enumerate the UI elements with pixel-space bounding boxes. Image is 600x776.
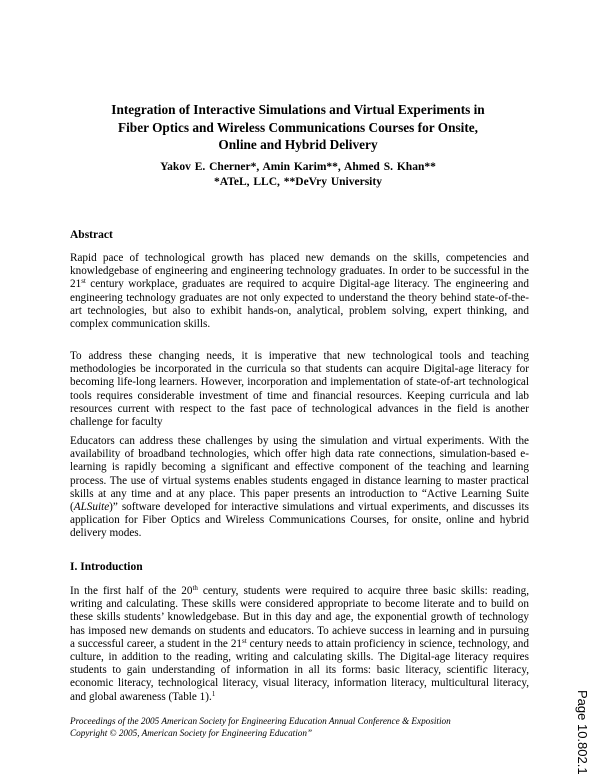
abstract-heading: Abstract (70, 229, 113, 241)
page-footer (70, 716, 451, 739)
author-affiliations: *ATeL, LLC, **DeVry University (214, 176, 382, 188)
paper-title (70, 101, 526, 154)
abstract-paragraph-2: To address these changing needs, it is imperative that new technological tools and teaching methodologies be incorporated in the curricula so that students can acquire Digital-age literacy for becoming life-long learners. However, incorporation and implementation of state-of-art technological tools requires considerable investment of time and financial resources. Keeping curricula and lab resources current with respect to the fast pace of technological advances in the field is another challenge for faculty (70, 350, 529, 429)
abstract-paragraph-1: Rapid pace of technological growth has placed new demands on the skills, competencies and knowledgebase of engineering and engineering technology graduates. In order to be successful in the 21st century workplace, graduates are required to acquire Digital-age literacy. The engineering and engineering technology graduates are not only expected to understand the theory behind state-of-the-art technologies, but also to exhibit hands-on, analytical, problem solving, expert thinking, and complex communication skills. (70, 252, 529, 331)
introduction-heading: I. Introduction (70, 561, 143, 573)
title-line: Online and Hybrid Delivery (218, 137, 378, 152)
abstract-paragraph-3: Educators can address these challenges by using the simulation and virtual experiments. With the availability of broadband technologies, which offer high data rate connections, simulation-based e-learning is rapidly becoming a significant and effective component of the teaching and learning process. The use of virtual systems enables students engaged in distance learning to master practical skills at any time and at any place. This paper presents an introduction to “Active Learning Suite (ALSuite)” software developed for interactive simulations and virtual experiments, and discusses its application for Fiber Optics and Wireless Communications Courses, for onsite, online and hybrid delivery modes. (70, 435, 529, 540)
author-names: Yakov E. Cherner*, Amin Karim**, Ahmed S. Khan** (160, 161, 436, 173)
title-line: Integration of Interactive Simulations and Virtual Experiments in (111, 102, 485, 117)
footer-proceedings: Proceedings of the 2005 American Society for Engineering Education Annual Conference & Exposition (70, 716, 451, 726)
introduction-paragraph-1: In the first half of the 20th century, students were required to acquire three basic skills: reading, writing and calculating. These skills were considered appropriate to become literate and to build on these skills students’ knowledgebase. But in this day and age, the exponential growth of technology has imposed new demands on students and educators. To achieve success in learning and in pursuing a successful career, a student in the 21st century needs to attain proficiency in science, technology, and culture, in addition to the reading, writing and calculating skills. The Digital-age literacy requires students to gain understanding of information in all its forms: basic literacy, scientific literacy, economic literacy, technological literacy, visual literacy, information literacy, multicultural literacy, and global awareness (Table 1).$^1$ (70, 584, 529, 703)
page-number: Page 10.802.1 (575, 690, 590, 775)
author-block (70, 160, 526, 190)
title-line: Fiber Optics and Wireless Communications Courses for Onsite, (117, 119, 478, 135)
footer-copyright: Copyright © 2005, American Society for Engineering Education” (70, 727, 313, 738)
